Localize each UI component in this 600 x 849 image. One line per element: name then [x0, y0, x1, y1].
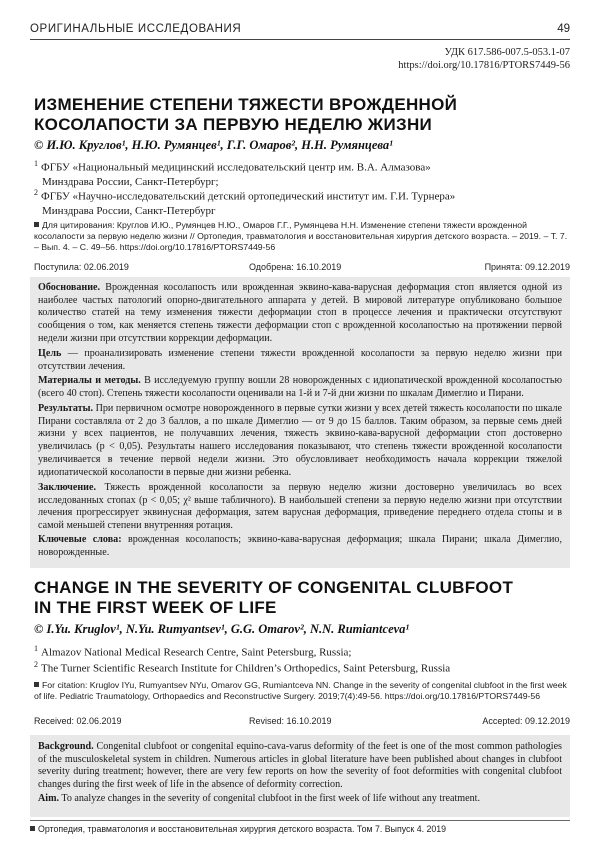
citation-en-text: For citation: Kruglov IYu, Rumyantsev NYu, Omarov GG, Rumiantceva NN. Change in the severity of congenital clubfoot in the first week of life. Pediatric Traumatology, Orthopaedics and Reconstructive Surgery. 2019;7(4):49-56. https://doi.org/10.17816/PTORS7449-56: [34, 680, 567, 701]
abstract-text: To analyze changes in the severity of congenital clubfoot in the first week of life without any treatment.: [61, 793, 480, 804]
article-title-en: [34, 578, 570, 618]
affiliation-ru-1: [34, 157, 570, 189]
aff-number: 2: [34, 660, 38, 669]
abstract-aim-en: [38, 793, 562, 806]
authors-ru: © И.Ю. Круглов¹, Н.Ю. Румянцев¹, Г.Г. Омаров², Н.Н. Румянцева¹: [34, 138, 393, 152]
label: Материалы и методы.: [38, 375, 141, 386]
label: Обоснование.: [38, 282, 101, 293]
label: Заключение.: [38, 482, 96, 493]
title-ru-line1: ИЗМЕНЕНИЕ СТЕПЕНИ ТЯЖЕСТИ ВРОЖДЕННОЙ: [34, 95, 458, 114]
abstract-text: Congenital clubfoot or congenital equino-cava-varus deformity of the feet is one of the most common pathologies of the musculoskeletal system in children. Numerous articles in global literature have been published about changes in clubfoot severity during treatment; however, there are very few reports on how the severity of foot deformities with congenital clubfoot changes during the first week of life in the absence of deformity correction.: [38, 741, 562, 791]
approved-date: Одобрена: 16.10.2019: [249, 262, 342, 272]
affiliation-en-1: [34, 642, 570, 660]
citation-ru-text: Для цитирования: Круглов И.Ю., Румянцев Н.Ю., Омаров Г.Г., Румянцева Н.Н. Изменение степени тяжести врожденной косолапости за первую неделю жизни // Ортопедия, травматология и восстановительная хирургия детского возраста. – 2019. – Т. 7. – Вып. 4. – С. 49–56. https://doi.org/10.17816/PTORS7449-56: [34, 220, 568, 252]
label: Цель: [38, 348, 62, 359]
aff-text: ФГБУ «Национальный медицинский исследовательский центр им. В.А. Алмазова»: [41, 161, 431, 174]
abstract-text: — проанализировать изменение степени тяжести врожденной косолапости за первую неделю жизни при отсутствии лечения.: [38, 348, 562, 372]
aff-number: 1: [34, 644, 38, 653]
title-en-line1: CHANGE IN THE SEVERITY OF CONGENITAL CLUBFOOT: [34, 578, 514, 597]
abstract-background-en: [38, 741, 562, 792]
abstract-conclusion-ru: [38, 482, 562, 533]
label: Результаты.: [38, 403, 93, 414]
abstract-methods-ru: [38, 375, 562, 400]
running-header: [30, 18, 570, 40]
abstract-text: Врожденная косолапость или врожденная эквино-кава-варусная деформация стоп является одной из наиболее частых патологий опорно-двигательного аппарата у детей. В мировой литературе опубликовано большое количество статей на тему изменения тяжести деформации стоп в процессе лечения и практически отсутствуют сообщения о том, как меняется степень тяжести деформации стоп с врожденной косолапостью на протяжении первой недели жизни при отсутствии коррекции деформации.: [38, 282, 562, 344]
label: Aim.: [38, 793, 60, 804]
abstract-aim-ru: [38, 348, 562, 373]
aff-text: The Turner Scientific Research Institute for Children’s Orthopedics, Saint Petersburg, Russia: [41, 662, 451, 675]
authors-en: © I.Yu. Kruglov¹, N.Yu. Rumyantsev¹, G.G. Omarov², N.N. Rumiantceva¹: [34, 622, 410, 636]
udk-block: [398, 46, 570, 72]
bullet-square-icon: [34, 682, 39, 687]
doi-link[interactable]: https://doi.org/10.17816/PTORS7449-56: [398, 60, 570, 71]
udk-code: УДК 617.586-007.5-053.1-07: [444, 47, 570, 58]
abstract-text: В исследуемую группу вошли 28 новорожденных с идиопатической врожденной косолапостью (всего 40 стоп). Степень тяжести косолапости оценивали на 1-й и 7-й дни жизни по шкалам Димеглио и Пирани.: [38, 375, 562, 399]
abstract-text: Тяжесть врожденной косолапости за первую неделю жизни достоверно увеличилась во всех исследованных стопах (p < 0,05; χ² выше табличного). В наибольшей степени за первую неделю жизни при отсутствии лечения прогрессирует эквинусная деформация, затем варусная деформация, приведение переднего отдела стопы и в самой меньшей степени внутренняя ротация.: [38, 482, 562, 532]
article-title-ru: [34, 95, 570, 135]
keywords-ru: [38, 534, 562, 559]
title-en-line2: IN THE FIRST WEEK OF LIFE: [34, 598, 277, 617]
revised-date: Revised: 16.10.2019: [249, 716, 332, 726]
aff-text: Almazov National Medical Research Centre, Saint Petersburg, Russia;: [41, 646, 352, 659]
aff-text: ФГБУ «Научно-исследовательский детский ортопедический институт им. Г.И. Турнера»: [41, 190, 456, 203]
affiliation-ru-2: [34, 186, 570, 218]
abstract-text: При первичном осмотре новорожденного в первые сутки жизни у всех детей тяжесть косолапости по шкале Пирани составляла от 2 до 3 баллов, а по шкале Димеглио — от 9 до 15 баллов. Таким образом, за первые семь дней жизни у всех пациентов, не получавших лечения, тяжесть эквино-кава-варусной деформации стоп достоверно увеличилась (p < 0,05). Результаты нашего исследования показывают, что степень тяжести врожденной косолапости увеличивается в течение первой недели жизни. Это обусловливает необходимость начала коррекции тяжелой идиопатической косолапости в первые дни жизни ребенка.: [38, 403, 562, 478]
bullet-square-icon: [34, 222, 39, 227]
label: Ключевые слова:: [38, 534, 122, 545]
received-date: Received: 02.06.2019: [34, 716, 122, 726]
title-ru-line2: КОСОЛАПОСТИ ЗА ПЕРВУЮ НЕДЕЛЮ ЖИЗНИ: [34, 115, 433, 134]
citation-ru: [34, 220, 570, 253]
section-title: ОРИГИНАЛЬНЫЕ ИССЛЕДОВАНИЯ: [30, 23, 242, 35]
dates-en: [34, 716, 570, 728]
affiliation-en-2: [34, 658, 570, 676]
aff-text: Минздрава России, Санкт-Петербург: [42, 204, 216, 217]
bullet-square-icon: [30, 826, 35, 831]
keywords-text: врожденная косолапость; эквино-кава-варусная деформация; шкала Пирани; шкала Димеглио, новорожденные.: [38, 534, 562, 558]
aff-number: 1: [34, 159, 38, 168]
page-number: 49: [557, 23, 570, 35]
aff-number: 2: [34, 188, 38, 197]
aff-text: Минздрава России, Санкт-Петербург;: [42, 175, 219, 188]
abstract-background-ru: [38, 282, 562, 346]
accepted-date: Принята: 09.12.2019: [484, 262, 570, 272]
accepted-date: Accepted: 09.12.2019: [482, 716, 570, 726]
citation-en: [34, 680, 570, 702]
abstract-results-ru: [38, 403, 562, 479]
journal-footer: Ортопедия, травматология и восстановительная хирургия детского возраста. Том 7. Выпуск 4. 2019: [38, 824, 447, 834]
received-date: Поступила: 02.06.2019: [34, 262, 129, 272]
label: Background.: [38, 741, 94, 752]
running-footer: [30, 820, 570, 834]
dates-ru: [34, 262, 570, 274]
